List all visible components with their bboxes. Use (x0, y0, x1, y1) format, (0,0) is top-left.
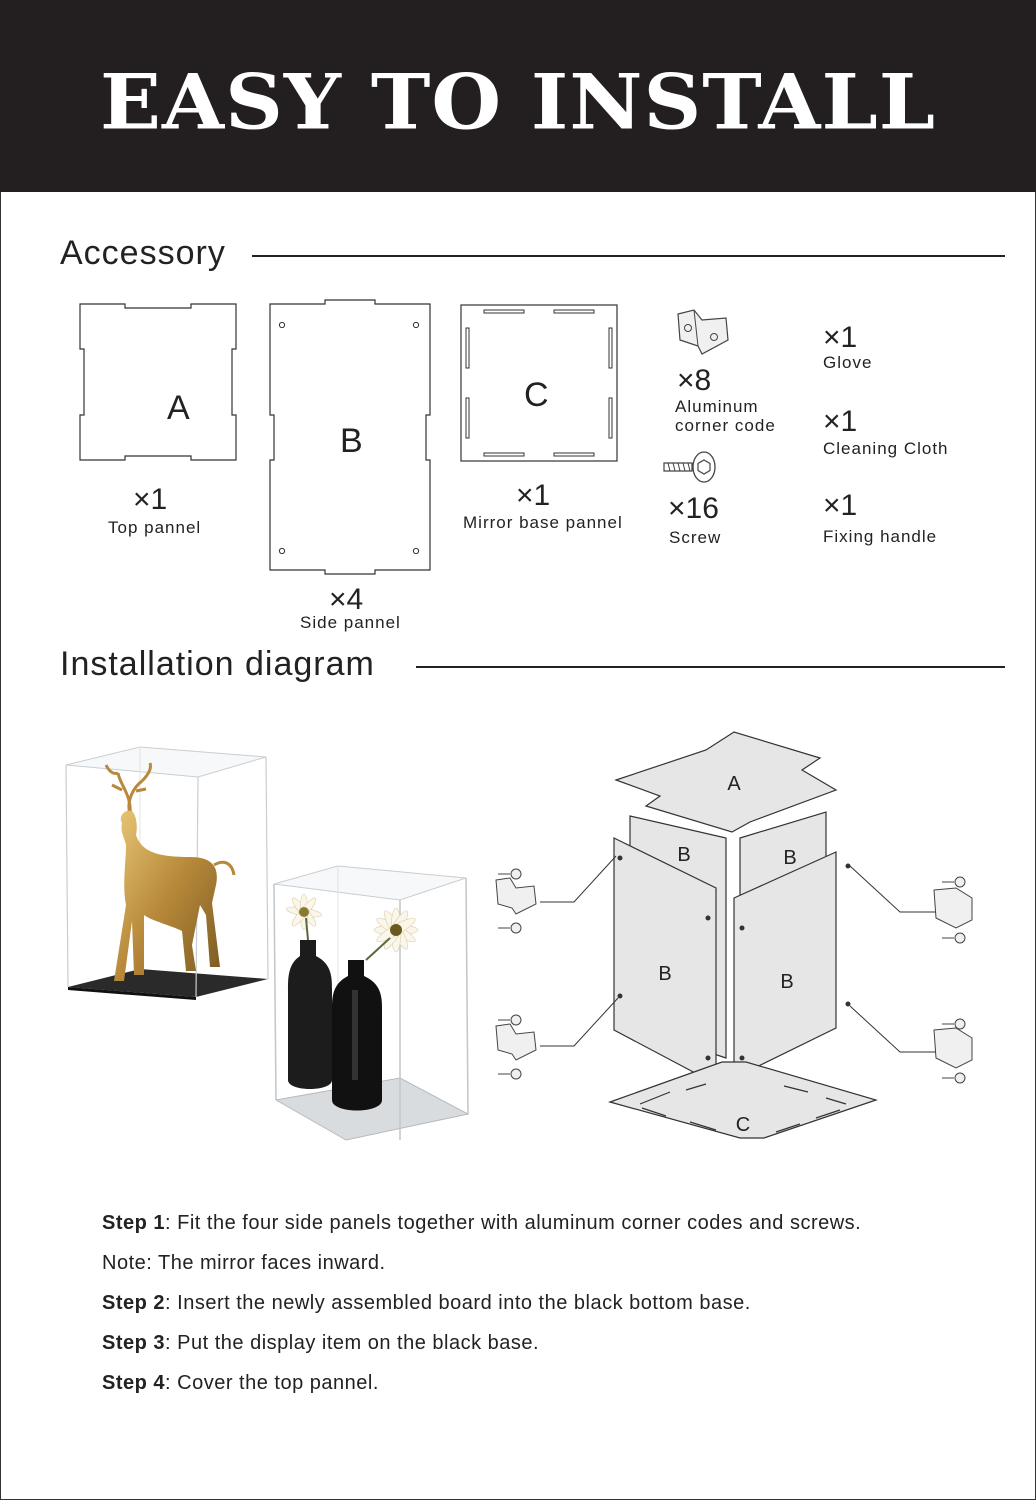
step-3-text: : Put the display item on the black base. (165, 1332, 540, 1354)
panel-a-qty: ×1 (133, 483, 168, 516)
step-2-text: : Insert the newly assembled board into the black bottom base. (165, 1292, 751, 1314)
diagram-label-b1: B (677, 844, 691, 866)
corner-bracket-label-2: corner code (675, 416, 776, 435)
banner-title: EASY TO INSTALL (100, 57, 936, 147)
cleaning-cloth-qty: ×1 (823, 405, 858, 438)
step-note (102, 1250, 982, 1290)
installation-heading: Installation diagram (60, 645, 375, 683)
glove-qty: ×1 (823, 321, 858, 354)
step-1-text: : Fit the four side panels together with aluminum corner codes and screws. (165, 1212, 862, 1234)
panel-c-letter: C (524, 376, 549, 414)
panel-b-letter: B (340, 422, 363, 460)
diagram-label-b4: B (780, 971, 794, 993)
step-2-name: Step 2 (102, 1292, 166, 1314)
display-case-flower-photo (270, 860, 475, 1150)
step-note-text: Note: The mirror faces inward. (102, 1252, 386, 1274)
exploded-assembly-diagram (490, 728, 990, 1168)
panel-c-qty: ×1 (516, 479, 551, 512)
step-3-name: Step 3 (102, 1332, 166, 1354)
panel-b-label: Side pannel (300, 613, 401, 632)
top-panel-a-drawing (80, 304, 236, 460)
diagram-label-b3: B (658, 963, 672, 985)
installation-rule (416, 666, 1005, 668)
glove-label: Glove (823, 353, 873, 372)
step-3 (102, 1330, 982, 1370)
fixing-handle-qty: ×1 (823, 489, 858, 522)
accessory-heading: Accessory (60, 234, 226, 272)
diagram-label-a: A (727, 773, 741, 795)
step-4 (102, 1370, 982, 1410)
step-4-name: Step 4 (102, 1372, 166, 1394)
step-4-text: : Cover the top pannel. (165, 1372, 379, 1394)
step-1-name: Step 1 (102, 1212, 166, 1234)
step-2 (102, 1290, 982, 1330)
panel-b-qty: ×4 (329, 583, 364, 616)
diagram-label-b2: B (783, 847, 797, 869)
screw-icon (662, 450, 718, 484)
cleaning-cloth-label: Cleaning Cloth (823, 439, 949, 458)
fixing-handle-label: Fixing handle (823, 527, 938, 546)
title-banner (0, 0, 1036, 192)
step-1 (102, 1210, 982, 1250)
accessory-rule (252, 255, 1005, 257)
corner-bracket-qty: ×8 (677, 364, 712, 397)
panel-a-label: Top pannel (108, 518, 202, 537)
corner-bracket-label-1: Aluminum (675, 397, 759, 416)
panel-a-letter: A (167, 389, 190, 427)
corner-bracket-icon (674, 310, 730, 358)
diagram-top-panel (616, 732, 836, 832)
screw-label: Screw (669, 528, 722, 547)
diagram-label-c: C (735, 1114, 751, 1136)
screw-qty: ×16 (668, 492, 719, 525)
panel-c-label: Mirror base pannel (463, 513, 623, 532)
installation-steps (102, 1210, 982, 1410)
display-case-deer-photo (60, 745, 270, 1000)
